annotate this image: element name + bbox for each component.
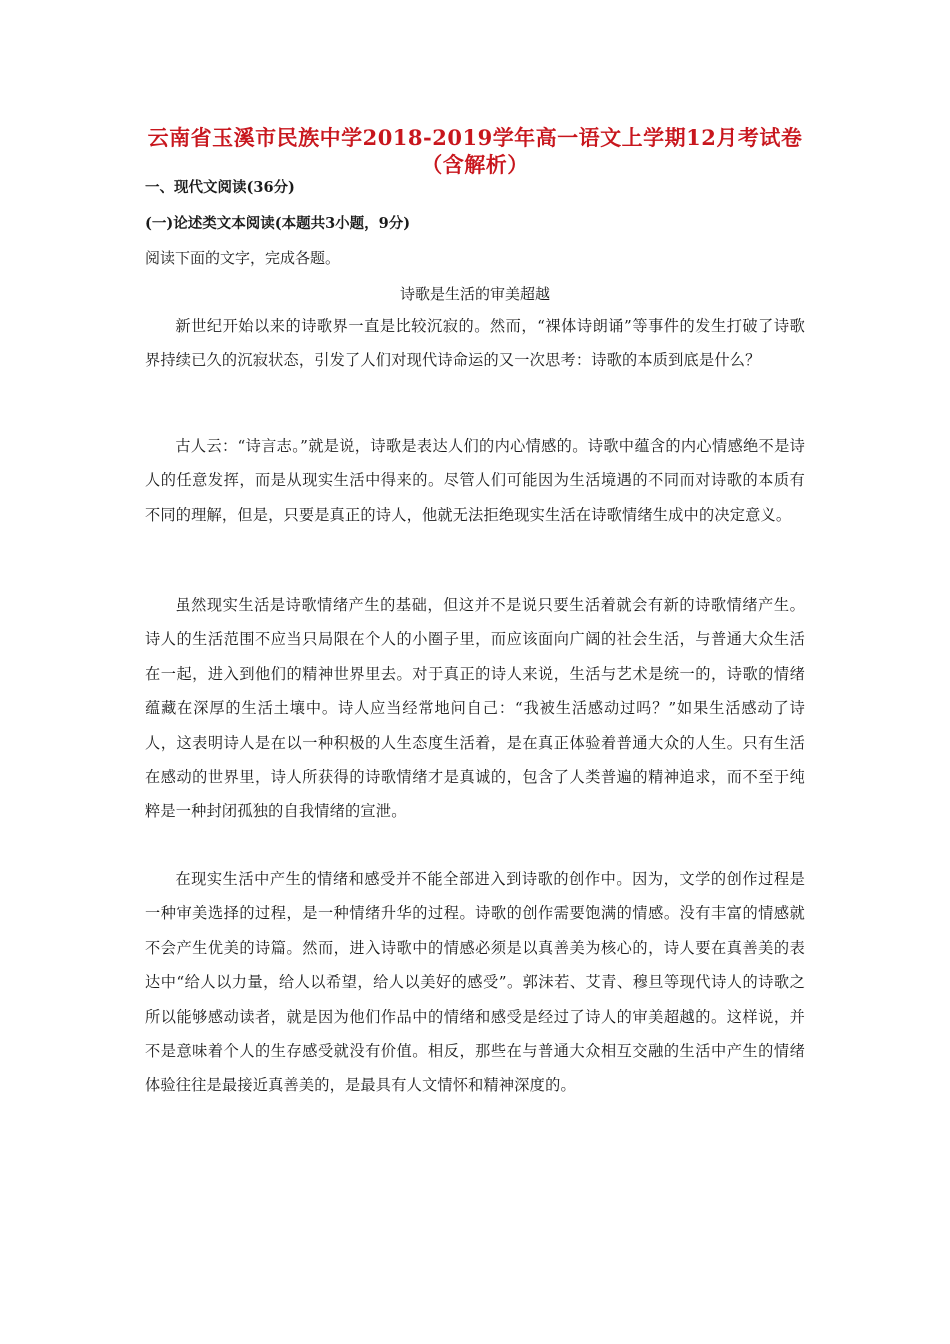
section-heading: 一、现代文阅读(36分) [145, 179, 295, 196]
subsection-heading: (一)论述类文本阅读(本题共3小题，9分) [145, 215, 411, 232]
article-paragraph: 虽然现实生活是诗歌情绪产生的基础，但这并不是说只要生活着就会有新的诗歌情绪产生。诗人的生活范围不应当只局限在个人的小圈子里，而应该面向广阔的社会生活，与普通大众生活在一起，进入到他们的精神世界里去。对于真正的诗人来说，生活与艺术是统一的，诗歌的情绪蕴藏在深厚的生活土壤中。诗人应当经常地问自己：“我被生活感动过吗？”如果生活感动了诗人，这表明诗人是在以一种积极的人生态度生活着，是在真正体验着普通大众的人生。只有生活在感动的世界里，诗人所获得的诗歌情绪才是真诚的，包含了人类普遍的精神追求，而不至于纯粹是一种封闭孤独的自我情绪的宣泄。 [145, 596, 805, 821]
document-title-suffix: （含解析） [421, 152, 529, 177]
document-title: 云南省玉溪市民族中学2018-2019学年高一语文上学期12月考试卷 [147, 125, 803, 150]
article-paragraph: 新世纪开始以来的诗歌界一直是比较沉寂的。然而，“裸体诗朗诵”等事件的发生打破了诗歌界持续已久的沉寂状态，引发了人们对现代诗命运的又一次思考：诗歌的本质到底是什么？ [145, 317, 805, 370]
article-title: 诗歌是生活的审美超越 [399, 285, 550, 303]
article-paragraph: 在现实生活中产生的情绪和感受并不能全部进入到诗歌的创作中。因为，文学的创作过程是一种审美选择的过程，是一种情绪升华的过程。诗歌的创作需要饱满的情感。没有丰富的情感就不会产生优美的诗篇。然而，进入诗歌中的情感必须是以真善美为核心的，诗人要在真善美的表达中“给人以力量，给人以希望，给人以美好的感受”。郭沫若、艾青、穆旦等现代诗人的诗歌之所以能够感动读者，就是因为他们作品中的情绪和感受是经过了诗人的审美超越的。这样说，并不是意味着个人的生存感受就没有价值。相反，那些在与普通大众相互交融的生活中产生的情绪体验往往是最接近真善美的，是最具有人文情怀和精神深度的。 [145, 870, 805, 1095]
reading-instruction: 阅读下面的文字，完成各题。 [145, 249, 341, 267]
article-paragraph: 古人云：“诗言志。”就是说，诗歌是表达人们的内心情感的。诗歌中蕴含的内心情感绝不是诗人的任意发挥，而是从现实生活中得来的。尽管人们可能因为生活境遇的不同而对诗歌的本质有不同的理解，但是，只要是真正的诗人，他就无法拒绝现实生活在诗歌情绪生成中的决定意义。 [145, 437, 805, 524]
